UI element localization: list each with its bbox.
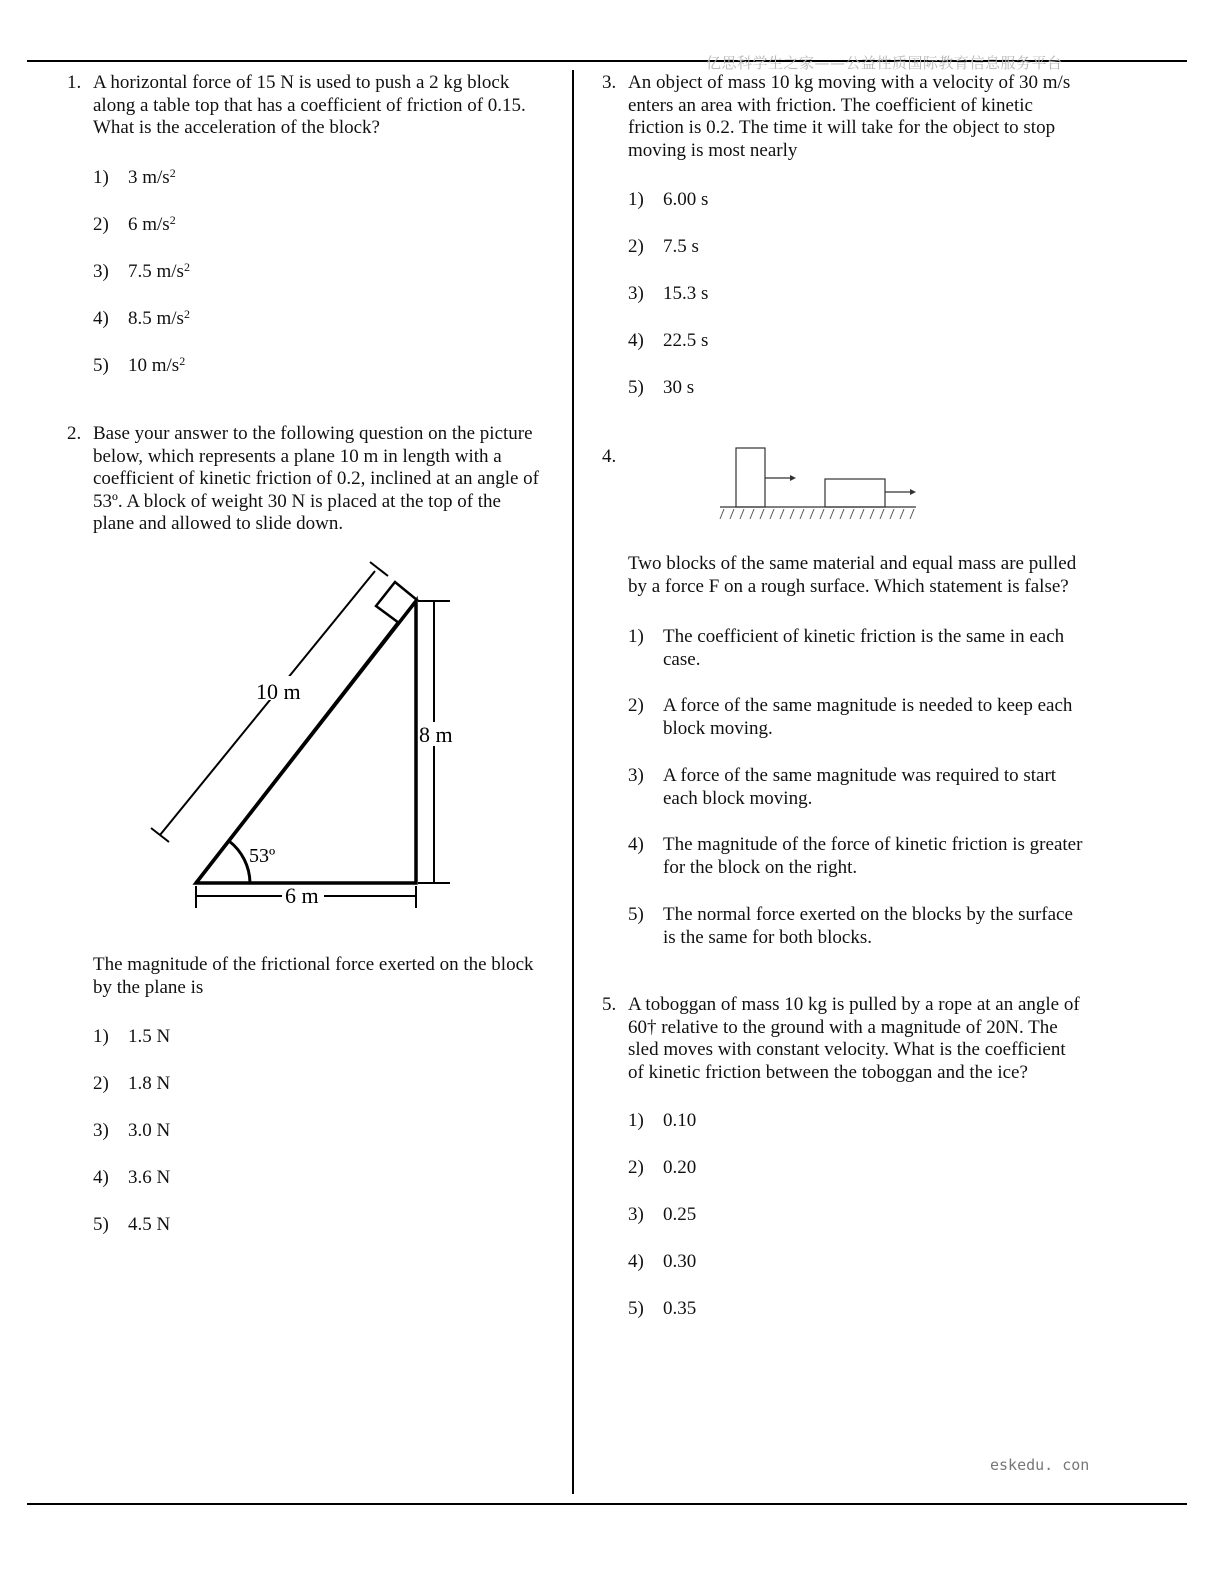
question-number: 3.: [602, 72, 617, 93]
option-number: 1): [628, 189, 644, 210]
option-number: 3): [93, 261, 109, 282]
question-number: 1.: [67, 72, 82, 93]
text-line: A toboggan of mass 10 kg is pulled by a rope at an angle of: [628, 994, 1080, 1015]
option-number: 1): [628, 1110, 644, 1131]
ground-hatching: [720, 509, 914, 519]
option-number: 4): [628, 1251, 644, 1272]
option-value: 3.0 N: [128, 1120, 171, 1141]
text-line: below, which represents a plane 10 m in length with a: [93, 445, 502, 467]
text-line: along a table top that has a coefficient of friction of 0.15.: [93, 94, 526, 116]
option-number: 4): [93, 1167, 109, 1188]
question-text: [628, 994, 1080, 1084]
option-number: 5): [628, 904, 644, 925]
option-value: 6.00 s: [663, 189, 709, 210]
option-value: 7.5 s: [663, 236, 699, 257]
option-number: 5): [628, 377, 644, 398]
text-line: 53º. A block of weight 30 N is placed at the top of the: [93, 490, 501, 512]
option-value: 10 $m/s^2$: [128, 354, 186, 376]
question-text: [628, 553, 1076, 598]
option-value: The coefficient of kinetic friction is the same in each case.: [663, 626, 1065, 670]
option-number: 3): [628, 1204, 644, 1225]
option-value: 3.6 N: [128, 1167, 171, 1188]
option-value: 7.5 $m/s^2$: [128, 260, 190, 282]
option-number: 4): [628, 834, 644, 855]
question-stem: [93, 954, 534, 999]
question-number: 5.: [602, 994, 617, 1015]
footer-text: eskedu. con: [990, 1456, 1090, 1474]
option-value: 1.5 N: [128, 1026, 171, 1047]
text-line: plane and allowed to slide down.: [93, 513, 344, 535]
option-value: 0.25: [663, 1204, 697, 1225]
wide-block: [825, 479, 885, 507]
option-number: 2): [93, 1073, 109, 1094]
option-number: 2): [628, 695, 644, 716]
text-line: Base your answer to the following question on the picture: [93, 423, 533, 444]
text-line: sled moves with constant velocity. What is the coefficient: [628, 1039, 1066, 1061]
option-value: 3 $m/s^2$: [128, 166, 176, 188]
text-line: An object of mass 10 kg moving with a velocity of 30 m/s: [628, 72, 1071, 93]
option-value: 0.35: [663, 1298, 697, 1319]
option-number: 5): [628, 1298, 644, 1319]
option-value: The normal force exerted on the blocks by the surface is the same for both blocks.: [663, 904, 1073, 948]
right-angle-marker: [376, 582, 417, 623]
option-value: 8.5 $m/s^2$: [128, 307, 190, 329]
option-value: A force of the same magnitude is needed to keep each block moving.: [663, 695, 1073, 739]
height-label: 8 m: [419, 722, 453, 747]
two-blocks-diagram: [712, 440, 924, 526]
angle-arc: [229, 841, 250, 883]
hyp-label: 10 m: [256, 679, 301, 704]
text-line: Two blocks of the same material and equal mass are pulled: [628, 553, 1077, 574]
question-text: [628, 72, 1070, 162]
text-line: What is the acceleration of the block?: [93, 117, 380, 139]
text-line: moving is most nearly: [628, 139, 798, 161]
option-value: A force of the same magnitude was required to start each block moving.: [663, 765, 1057, 809]
question-text: [93, 72, 526, 140]
option-number: 1): [93, 1026, 109, 1047]
column-divider: [572, 70, 574, 1494]
option-number: 1): [93, 167, 109, 188]
question-number: 2.: [67, 423, 82, 444]
option-number: 2): [628, 236, 644, 257]
option-value: The magnitude of the force of kinetic friction is greater for the block on the right.: [663, 834, 1083, 878]
bottom-rule: [27, 1503, 1187, 1505]
question-text: [93, 423, 539, 536]
dimension-tick: [151, 828, 169, 842]
text-line: by a force F on a rough surface. Which statement is false?: [628, 575, 1069, 597]
option-number: 2): [628, 1157, 644, 1178]
option-number: 5): [93, 355, 109, 376]
text-line: friction is 0.2. The time it will take for the object to stop: [628, 117, 1056, 139]
option-value: 0.20: [663, 1157, 697, 1178]
text-line: 60† relative to the ground with a magnitude of 20N. The: [628, 1016, 1058, 1038]
option-number: 2): [93, 214, 109, 235]
angle-label: 53º: [249, 845, 276, 867]
option-number: 4): [93, 308, 109, 329]
tall-block: [736, 448, 765, 507]
option-number: 3): [93, 1120, 109, 1141]
inclined-plane-diagram: [140, 552, 470, 912]
option-number: 1): [628, 626, 644, 647]
text-line: of kinetic friction between the toboggan and the ice?: [628, 1061, 1028, 1083]
option-value: 0.10: [663, 1110, 697, 1131]
option-value: 6 $m/s^2$: [128, 213, 176, 235]
option-value: 1.8 N: [128, 1073, 171, 1094]
option-value: 22.5 s: [663, 330, 709, 351]
option-number: 3): [628, 283, 644, 304]
question-number: 4.: [602, 446, 617, 467]
text-line: A horizontal force of 15 N is used to push a 2 kg block: [93, 72, 510, 93]
option-value: 0.30: [663, 1251, 697, 1272]
option-number: 5): [93, 1214, 109, 1235]
watermark: 亿思科学生之家——公益性质国际教育信息服务平台: [706, 54, 1063, 72]
text-line: enters an area with friction. The coefficient of kinetic: [628, 94, 1033, 116]
option-value: 15.3 s: [663, 283, 709, 304]
text-line: coefficient of kinetic friction of 0.2, inclined at an angle of: [93, 468, 539, 490]
option-value: 4.5 N: [128, 1214, 171, 1235]
base-label: 6 m: [285, 883, 319, 908]
option-number: 4): [628, 330, 644, 351]
option-number: 3): [628, 765, 644, 786]
text-line: The magnitude of the frictional force exerted on the block: [93, 954, 534, 975]
option-value: 30 s: [663, 377, 695, 398]
arrow-head: [910, 489, 916, 495]
arrow-head: [790, 475, 796, 481]
text-line: by the plane is: [93, 976, 204, 998]
